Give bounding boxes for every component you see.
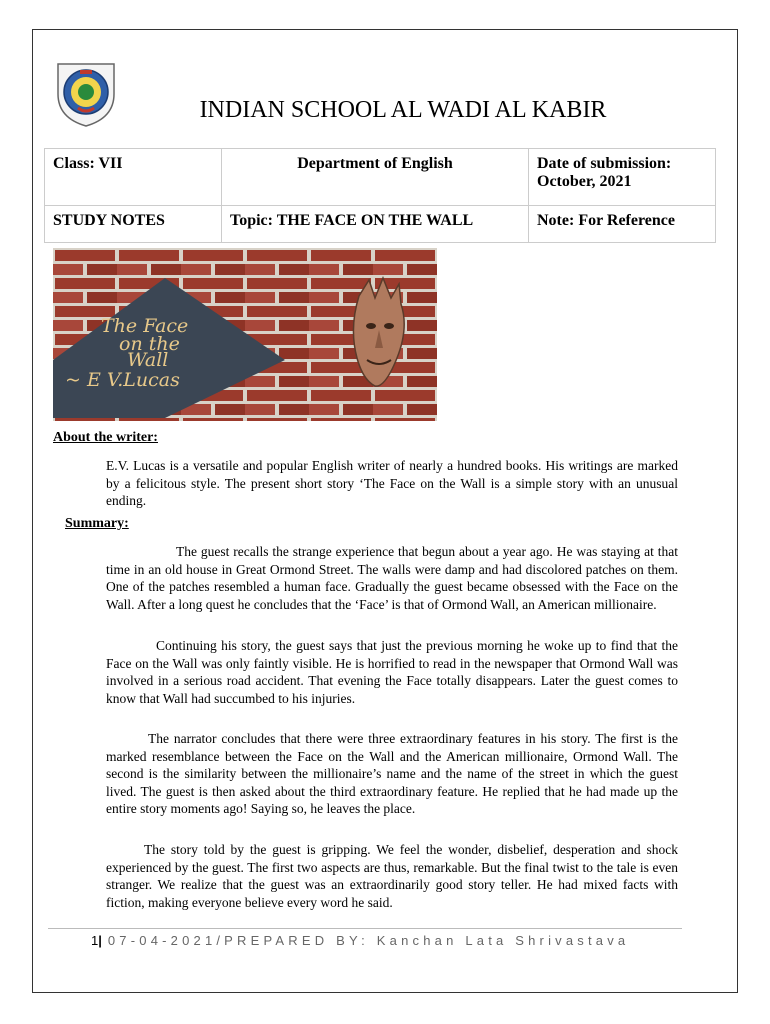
banner-title-line-1: The Face [101,315,189,337]
story-banner-image [53,248,437,421]
note-cell: Note: For Reference [529,206,716,243]
about-writer-text: E.V. Lucas is a versatile and popular English writer of nearly a hundred books. His writings are marked by a felicitous style. The present short story ‘The Face on the Wall is a simple story with an unusual ending. [106,458,678,508]
footer-text: 07-04-2021/PREPARED BY: Kanchan Lata Shrivastava [107,933,630,948]
class-cell: Class: VII [45,149,222,206]
date-cell [529,149,716,206]
info-table [44,148,716,243]
summary-paragraph-2: Continuing his story, the guest says that just the previous morning he woke up to find that the Face on the Wall was only faintly visible. He is horrified to read in the newspaper that Ormond Wall was involved in a serious road accident. That evening the Face totally disappears. Later the guest comes to know that Wall had succumbed to his injuries. [106,638,678,706]
date-line-2: October, 2021 [537,173,632,190]
study-notes-cell: STUDY NOTES [45,206,222,243]
footer-rule [48,928,682,929]
about-writer-heading: About the writer: [53,430,158,445]
topic-cell: Topic: THE FACE ON THE WALL [222,206,529,243]
page-footer [91,933,629,948]
footer-separator: | [98,933,102,948]
banner-author-line: ~ E V.Lucas [65,369,180,391]
summary-heading: Summary: [65,516,129,531]
school-name: INDIAN SCHOOL AL WADI AL KABIR [199,97,607,123]
summary-paragraph-4: The story told by the guest is gripping. We feel the wonder, disbelief, desperation and shock experienced by the guest. The first two aspects are thus, remarkable. But the final twist to the tale is even stranger. We realize that the guest was an extraordinarily good story teller. He had mixed facts with fiction, making everyone believe every word he said. [106,842,678,910]
page-number: 1 [91,933,99,948]
banner-title-line-3: Wall [127,349,169,371]
department-cell: Department of English [222,149,529,206]
banner-title-line-2: on the [119,333,180,355]
summary-paragraph-1: The guest recalls the strange experience that begun about a year ago. He was staying at that time in an old house in Great Ormond Street. The walls were damp and had discolored patches on them. One of the patches resembled a human face. Gradually the guest became obsessed with the Face on the Wall. After a long quest he concludes that the ‘Face’ is that of Ormond Wall, an American millionaire. [106,544,678,612]
date-line-1: Date of submission: [537,155,672,172]
summary-paragraph-3: The narrator concludes that there were three extraordinary features in his story. The first is the marked resemblance between the Face on the Wall and the American millionaire, Ormond Wall. The second is the similarity between the millionaire’s name and the name of the street in which the guest lived. The guest is then asked about the third extraordinary feature. He replied that he had made up the entire story moments ago! Saying so, he leaves the place. [106,731,678,816]
